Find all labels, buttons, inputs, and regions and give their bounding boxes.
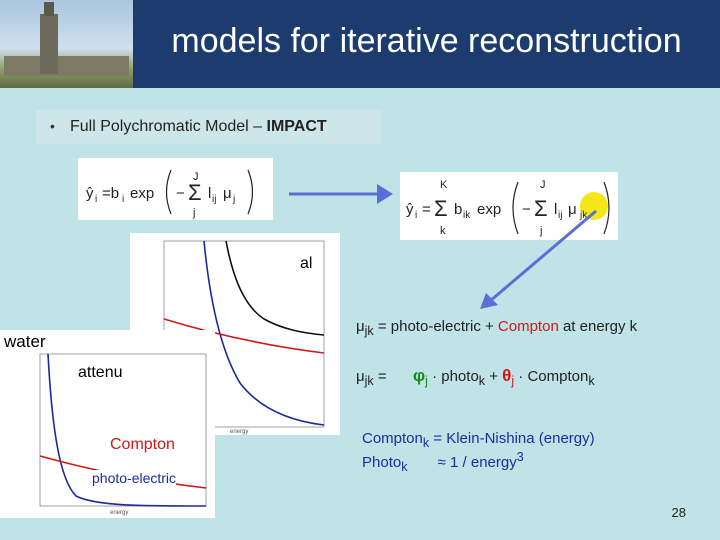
formula-left <box>78 158 273 220</box>
eq1-sub: jk <box>364 324 374 338</box>
eq4-a-sub: k <box>401 460 408 474</box>
attenuation-chart-water <box>0 330 215 518</box>
eq2-photo: · photo <box>427 368 479 385</box>
eq3-a-sub: k <box>422 436 430 450</box>
eq1-rest: = photo-electric + <box>373 318 498 335</box>
eq2-compton-sub: k <box>588 374 595 388</box>
attenu-label: attenu <box>78 364 123 381</box>
svg-text:−: − <box>522 201 531 218</box>
eq2-theta: θ <box>502 366 512 385</box>
svg-text:exp: exp <box>130 185 155 202</box>
svg-text:K: K <box>440 179 448 191</box>
svg-text:J: J <box>193 171 199 183</box>
eq2-compton: · Compton <box>514 368 589 385</box>
bullet-marker: • <box>50 118 55 134</box>
chart-water-xlabel: energy <box>110 510 129 516</box>
highlight-arrow <box>470 205 610 315</box>
eq3-b: = Klein-Nishina (energy) <box>429 430 595 447</box>
svg-text:ij: ij <box>558 210 563 221</box>
bullet-text-bold: IMPACT <box>266 118 327 135</box>
svg-text:exp: exp <box>477 201 502 218</box>
eq2-theta-sub: j <box>511 374 515 388</box>
svg-text:=b: =b <box>102 185 120 202</box>
water-label: water <box>4 332 46 351</box>
svg-text:μ: μ <box>223 185 232 202</box>
bullet-text-prefix: Full Polychromatic Model – <box>70 118 267 135</box>
compton-label: Compton <box>110 436 175 453</box>
svg-text:ŷ: ŷ <box>406 201 414 218</box>
eq2-plus: + <box>485 368 503 385</box>
svg-text:Σ: Σ <box>534 196 548 221</box>
header <box>0 0 720 88</box>
svg-text:Σ: Σ <box>434 196 448 221</box>
svg-text:ik: ik <box>463 210 471 221</box>
eq2-phi-sub: j <box>425 374 428 388</box>
svg-text:i: i <box>95 194 98 205</box>
svg-text:Σ: Σ <box>188 180 202 205</box>
eq4-sup: 3 <box>516 450 524 464</box>
equation-line-3 <box>362 430 595 450</box>
chart-al-xlabel: energy <box>230 429 249 435</box>
equation-line-1 <box>356 318 637 338</box>
eq2-mu: μ <box>356 368 365 385</box>
eq4-b: ≈ 1 / energy <box>433 454 517 471</box>
eq1-end: at energy k <box>558 318 638 335</box>
svg-text:b: b <box>454 201 463 218</box>
building-shape <box>4 56 129 76</box>
svg-text:l: l <box>554 201 558 218</box>
svg-text:jk: jk <box>580 210 588 221</box>
svg-text:μ: μ <box>568 201 577 218</box>
title-bar <box>133 0 720 88</box>
al-label: al <box>300 255 313 272</box>
eq2-sub: jk <box>364 374 374 388</box>
chart-water-svg <box>0 330 215 518</box>
equation-line-2 <box>356 366 595 388</box>
photo-electric-label: photo-electric <box>92 470 177 486</box>
svg-text:ŷ: ŷ <box>86 185 94 202</box>
svg-text:J: J <box>540 179 546 191</box>
svg-text:l: l <box>208 185 212 202</box>
svg-text:j: j <box>233 194 236 205</box>
eq2-photo-sub: k <box>478 374 486 388</box>
eq1-compton: Compton <box>497 318 559 335</box>
formula-arrow <box>285 178 395 210</box>
page-number: 28 <box>671 505 686 520</box>
eq3-a: Compton <box>362 430 423 447</box>
bullet-box <box>36 110 382 144</box>
bullet-text <box>70 118 327 136</box>
eq2-phi: φ <box>412 366 426 385</box>
svg-text:i: i <box>122 194 125 205</box>
page-title: models for iterative reconstruction <box>171 22 682 60</box>
tower-shape <box>40 14 58 74</box>
eq2-eq: = <box>373 368 387 385</box>
svg-text:i: i <box>415 210 418 221</box>
formula-left-svg <box>78 158 273 220</box>
svg-text:j: j <box>540 225 543 237</box>
svg-text:=: = <box>422 201 431 218</box>
eq1-mu: μ <box>356 318 365 335</box>
svg-text:ij: ij <box>212 194 217 205</box>
svg-text:−: − <box>176 185 185 202</box>
svg-text:j: j <box>193 207 196 219</box>
equation-line-4 <box>362 450 524 474</box>
eq4-a: Photo <box>362 454 402 471</box>
header-photo <box>0 0 133 88</box>
svg-text:k: k <box>440 225 446 237</box>
